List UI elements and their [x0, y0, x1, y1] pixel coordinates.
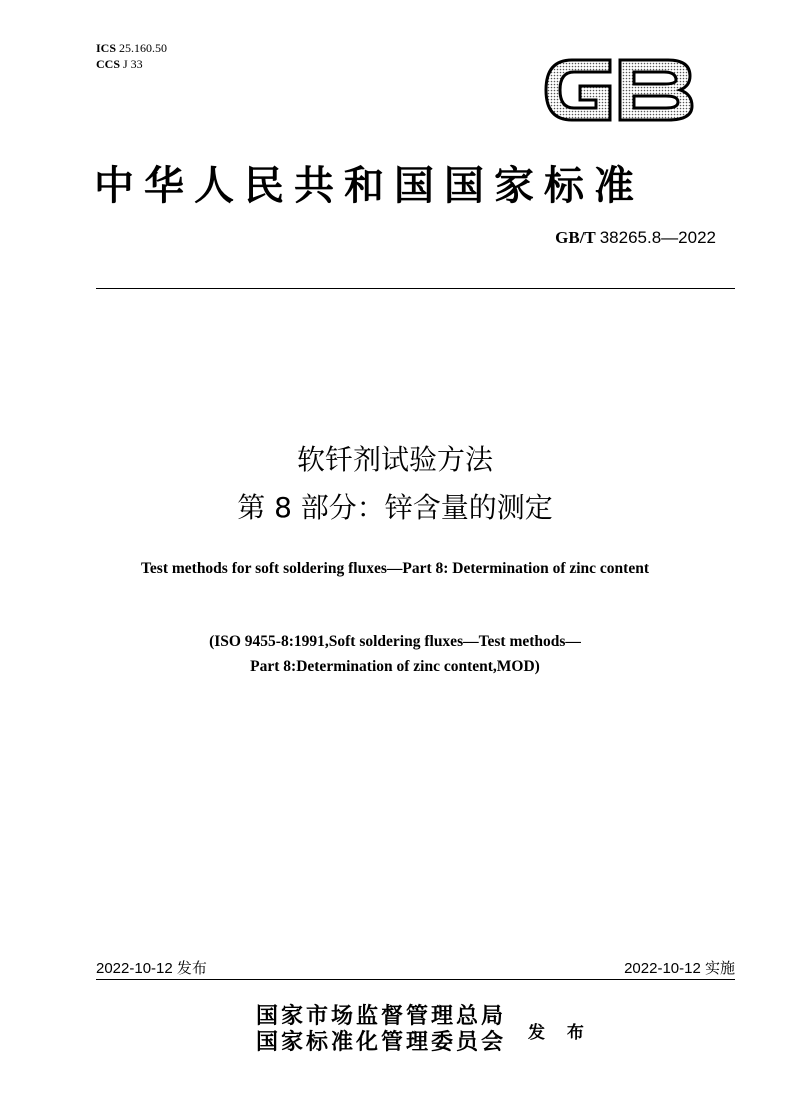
implementation-date-value: 2022-10-12 — [624, 960, 701, 977]
issue-date-value: 2022-10-12 — [96, 960, 173, 977]
gb-logo-b-letter — [620, 60, 692, 120]
english-title: Test methods for soft soldering fluxes—Part 8: Determination of zinc content — [141, 560, 649, 577]
implementation-date — [624, 957, 735, 978]
authority-samr: 国家市场监督管理总局 — [256, 1003, 507, 1029]
ccs-code — [96, 56, 167, 72]
issue-date — [96, 957, 207, 978]
implementation-date-label: 实施 — [704, 960, 735, 977]
ccs-value: J 33 — [123, 57, 143, 71]
authority-sac: 国家标准化管理委员会 — [256, 1029, 507, 1055]
gb-logo — [538, 50, 698, 130]
gb-logo-g-letter — [546, 60, 610, 120]
issuing-authorities — [256, 1003, 506, 1055]
standard-number-value: 38265.8—2022 — [599, 228, 716, 247]
standard-code: GB/T — [555, 228, 596, 247]
ics-label: ICS — [96, 41, 117, 55]
chinese-title-line2: 第 8 部分：锌含量的测定 — [237, 491, 553, 524]
header-divider — [96, 288, 735, 289]
standard-type-title: 中华人民共和国国家标准 — [94, 162, 644, 209]
classification-codes — [96, 40, 167, 72]
chinese-title-line1: 软钎剂试验方法 — [296, 443, 493, 476]
standard-number — [555, 228, 716, 248]
publish-label: 发 布 — [528, 1023, 592, 1043]
iso-reference-line2: Part 8:Determination of zinc content,MOD) — [250, 658, 540, 675]
ccs-label: CCS — [96, 57, 121, 71]
iso-reference-line1: (ISO 9455-8:1991,Soft soldering fluxes—Test methods— — [209, 633, 581, 650]
footer-divider — [96, 979, 735, 980]
issue-date-label: 发布 — [176, 960, 207, 977]
ics-code — [96, 40, 167, 56]
ics-value: 25.160.50 — [119, 41, 168, 55]
